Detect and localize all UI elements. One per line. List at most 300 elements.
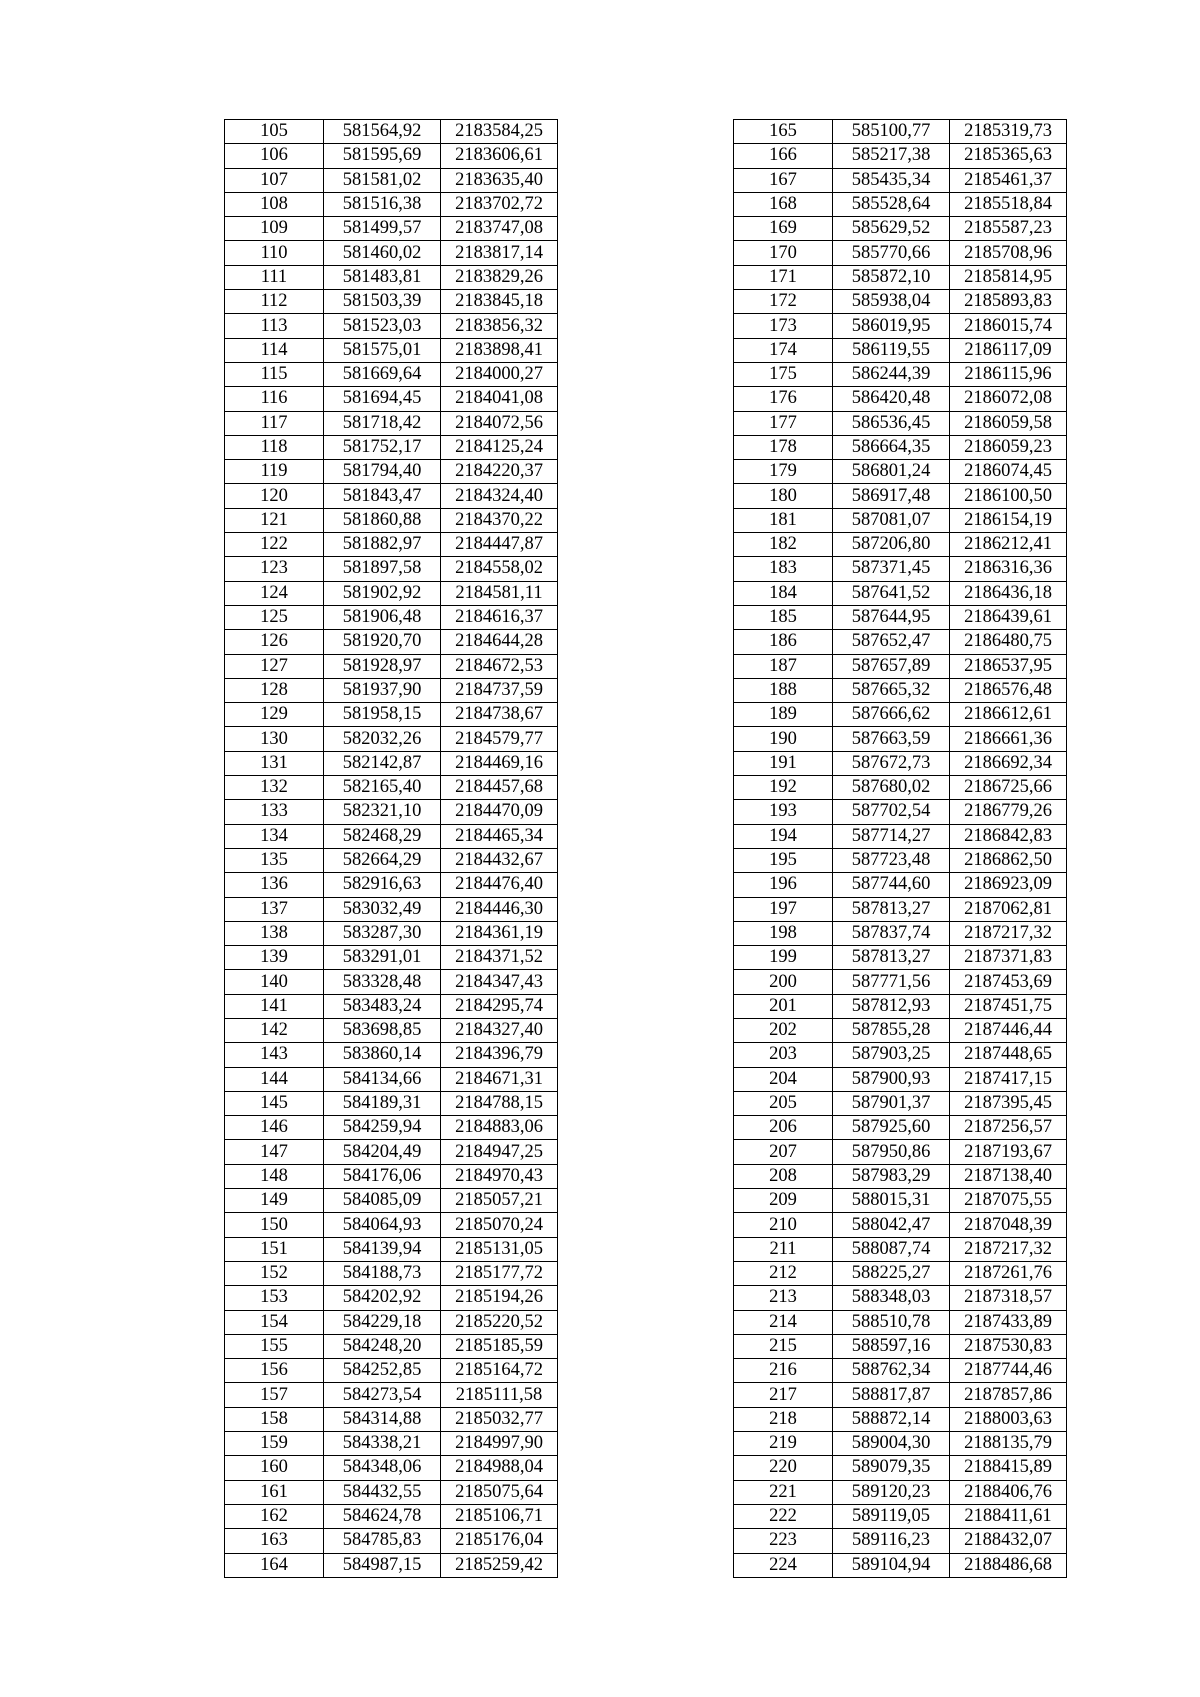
y-coordinate-cell: 2188003,63 (950, 1407, 1067, 1431)
y-coordinate-cell: 2184125,24 (441, 435, 558, 459)
x-coordinate-cell: 581920,70 (324, 630, 441, 654)
y-coordinate-cell: 2186115,96 (950, 362, 1067, 386)
x-coordinate-cell: 581882,97 (324, 533, 441, 557)
x-coordinate-cell: 587950,86 (833, 1140, 950, 1164)
y-coordinate-cell: 2185070,24 (441, 1213, 558, 1237)
x-coordinate-cell: 581669,64 (324, 362, 441, 386)
y-coordinate-cell: 2187744,46 (950, 1359, 1067, 1383)
y-coordinate-cell: 2186725,66 (950, 776, 1067, 800)
x-coordinate-cell: 587641,52 (833, 581, 950, 605)
table-row (734, 533, 1067, 557)
y-coordinate-cell: 2187451,75 (950, 994, 1067, 1018)
y-coordinate-cell: 2185518,84 (950, 192, 1067, 216)
x-coordinate-cell: 588015,31 (833, 1189, 950, 1213)
y-coordinate-cell: 2188432,07 (950, 1529, 1067, 1553)
y-coordinate-cell: 2186923,09 (950, 873, 1067, 897)
y-coordinate-cell: 2187217,32 (950, 921, 1067, 945)
point-number-cell: 139 (225, 946, 324, 970)
x-coordinate-cell: 584624,78 (324, 1504, 441, 1528)
point-number-cell: 165 (734, 120, 833, 144)
y-coordinate-cell: 2187318,57 (950, 1286, 1067, 1310)
y-coordinate-cell: 2185185,59 (441, 1334, 558, 1358)
point-number-cell: 178 (734, 435, 833, 459)
x-coordinate-cell: 586420,48 (833, 387, 950, 411)
point-number-cell: 209 (734, 1189, 833, 1213)
y-coordinate-cell: 2184470,09 (441, 800, 558, 824)
table-row (734, 897, 1067, 921)
point-number-cell: 115 (225, 362, 324, 386)
point-number-cell: 112 (225, 290, 324, 314)
y-coordinate-cell: 2185057,21 (441, 1189, 558, 1213)
x-coordinate-cell: 587983,29 (833, 1164, 950, 1188)
table-row (734, 581, 1067, 605)
table-row (225, 727, 558, 751)
point-number-cell: 169 (734, 217, 833, 241)
point-number-cell: 145 (225, 1091, 324, 1115)
point-number-cell: 133 (225, 800, 324, 824)
table-row (734, 776, 1067, 800)
y-coordinate-cell: 2184465,34 (441, 824, 558, 848)
x-coordinate-cell: 588348,03 (833, 1286, 950, 1310)
x-coordinate-cell: 584259,94 (324, 1116, 441, 1140)
y-coordinate-cell: 2186779,26 (950, 800, 1067, 824)
table-row (734, 144, 1067, 168)
point-number-cell: 152 (225, 1261, 324, 1285)
point-number-cell: 130 (225, 727, 324, 751)
point-number-cell: 211 (734, 1237, 833, 1261)
table-row (734, 168, 1067, 192)
point-number-cell: 217 (734, 1383, 833, 1407)
table-row (225, 1189, 558, 1213)
table-row (225, 120, 558, 144)
table-row (225, 678, 558, 702)
y-coordinate-cell: 2186212,41 (950, 533, 1067, 557)
y-coordinate-cell: 2184738,67 (441, 703, 558, 727)
point-number-cell: 186 (734, 630, 833, 654)
y-coordinate-cell: 2184644,28 (441, 630, 558, 654)
table-row (734, 630, 1067, 654)
x-coordinate-cell: 587663,59 (833, 727, 950, 751)
x-coordinate-cell: 581595,69 (324, 144, 441, 168)
y-coordinate-cell: 2183702,72 (441, 192, 558, 216)
point-number-cell: 161 (225, 1480, 324, 1504)
y-coordinate-cell: 2187048,39 (950, 1213, 1067, 1237)
y-coordinate-cell: 2183635,40 (441, 168, 558, 192)
y-coordinate-cell: 2186074,45 (950, 460, 1067, 484)
table-row (225, 1432, 558, 1456)
point-number-cell: 206 (734, 1116, 833, 1140)
table-row (734, 338, 1067, 362)
table-row (734, 1553, 1067, 1577)
table-row (225, 290, 558, 314)
point-number-cell: 110 (225, 241, 324, 265)
point-number-cell: 156 (225, 1359, 324, 1383)
x-coordinate-cell: 589120,23 (833, 1480, 950, 1504)
point-number-cell: 134 (225, 824, 324, 848)
point-number-cell: 215 (734, 1334, 833, 1358)
x-coordinate-cell: 584785,83 (324, 1529, 441, 1553)
x-coordinate-cell: 586019,95 (833, 314, 950, 338)
x-coordinate-cell: 581564,92 (324, 120, 441, 144)
x-coordinate-cell: 587680,02 (833, 776, 950, 800)
y-coordinate-cell: 2188415,89 (950, 1456, 1067, 1480)
table-row (734, 290, 1067, 314)
x-coordinate-cell: 584188,73 (324, 1261, 441, 1285)
table-row (734, 557, 1067, 581)
point-number-cell: 114 (225, 338, 324, 362)
y-coordinate-cell: 2184616,37 (441, 605, 558, 629)
x-coordinate-cell: 585770,66 (833, 241, 950, 265)
point-number-cell: 218 (734, 1407, 833, 1431)
x-coordinate-cell: 584134,66 (324, 1067, 441, 1091)
x-coordinate-cell: 584314,88 (324, 1407, 441, 1431)
x-coordinate-cell: 582165,40 (324, 776, 441, 800)
point-number-cell: 121 (225, 508, 324, 532)
point-number-cell: 173 (734, 314, 833, 338)
y-coordinate-cell: 2184295,74 (441, 994, 558, 1018)
table-row (734, 484, 1067, 508)
table-row (225, 1456, 558, 1480)
x-coordinate-cell: 587371,45 (833, 557, 950, 581)
point-number-cell: 197 (734, 897, 833, 921)
table-row (225, 605, 558, 629)
point-number-cell: 131 (225, 751, 324, 775)
y-coordinate-cell: 2187075,55 (950, 1189, 1067, 1213)
table-row (225, 314, 558, 338)
y-coordinate-cell: 2186576,48 (950, 678, 1067, 702)
point-number-cell: 153 (225, 1286, 324, 1310)
x-coordinate-cell: 587723,48 (833, 848, 950, 872)
x-coordinate-cell: 587813,27 (833, 946, 950, 970)
point-number-cell: 158 (225, 1407, 324, 1431)
point-number-cell: 166 (734, 144, 833, 168)
point-number-cell: 135 (225, 848, 324, 872)
x-coordinate-cell: 581483,81 (324, 265, 441, 289)
table-row (225, 533, 558, 557)
x-coordinate-cell: 587813,27 (833, 897, 950, 921)
y-coordinate-cell: 2184370,22 (441, 508, 558, 532)
table-row (225, 1504, 558, 1528)
table-row (225, 848, 558, 872)
table-row (225, 703, 558, 727)
table-row (734, 1310, 1067, 1334)
y-coordinate-cell: 2186015,74 (950, 314, 1067, 338)
table-row (225, 824, 558, 848)
y-coordinate-cell: 2185194,26 (441, 1286, 558, 1310)
point-number-cell: 216 (734, 1359, 833, 1383)
x-coordinate-cell: 584202,92 (324, 1286, 441, 1310)
point-number-cell: 118 (225, 435, 324, 459)
x-coordinate-cell: 581581,02 (324, 168, 441, 192)
x-coordinate-cell: 584432,55 (324, 1480, 441, 1504)
y-coordinate-cell: 2187062,81 (950, 897, 1067, 921)
point-number-cell: 172 (734, 290, 833, 314)
x-coordinate-cell: 586801,24 (833, 460, 950, 484)
x-coordinate-cell: 588597,16 (833, 1334, 950, 1358)
x-coordinate-cell: 581906,48 (324, 605, 441, 629)
point-number-cell: 154 (225, 1310, 324, 1334)
coordinates-table-right-body (734, 120, 1067, 1578)
table-row (734, 1529, 1067, 1553)
x-coordinate-cell: 584085,09 (324, 1189, 441, 1213)
y-coordinate-cell: 2185587,23 (950, 217, 1067, 241)
point-number-cell: 116 (225, 387, 324, 411)
x-coordinate-cell: 581694,45 (324, 387, 441, 411)
point-number-cell: 179 (734, 460, 833, 484)
x-coordinate-cell: 585217,38 (833, 144, 950, 168)
table-row (225, 1407, 558, 1431)
point-number-cell: 203 (734, 1043, 833, 1067)
y-coordinate-cell: 2188486,68 (950, 1553, 1067, 1577)
point-number-cell: 157 (225, 1383, 324, 1407)
x-coordinate-cell: 581902,92 (324, 581, 441, 605)
x-coordinate-cell: 583287,30 (324, 921, 441, 945)
y-coordinate-cell: 2184988,04 (441, 1456, 558, 1480)
table-row (225, 1091, 558, 1115)
point-number-cell: 108 (225, 192, 324, 216)
point-number-cell: 191 (734, 751, 833, 775)
point-number-cell: 200 (734, 970, 833, 994)
x-coordinate-cell: 584064,93 (324, 1213, 441, 1237)
point-number-cell: 205 (734, 1091, 833, 1115)
table-row (734, 1091, 1067, 1115)
point-number-cell: 170 (734, 241, 833, 265)
point-number-cell: 113 (225, 314, 324, 338)
point-number-cell: 162 (225, 1504, 324, 1528)
table-row (734, 217, 1067, 241)
point-number-cell: 143 (225, 1043, 324, 1067)
table-row (734, 1213, 1067, 1237)
x-coordinate-cell: 581499,57 (324, 217, 441, 241)
point-number-cell: 150 (225, 1213, 324, 1237)
table-row (225, 921, 558, 945)
x-coordinate-cell: 588042,47 (833, 1213, 950, 1237)
x-coordinate-cell: 587081,07 (833, 508, 950, 532)
y-coordinate-cell: 2184970,43 (441, 1164, 558, 1188)
table-row (734, 800, 1067, 824)
table-row (225, 168, 558, 192)
table-row (225, 1043, 558, 1067)
point-number-cell: 125 (225, 605, 324, 629)
point-number-cell: 149 (225, 1189, 324, 1213)
x-coordinate-cell: 587666,62 (833, 703, 950, 727)
x-coordinate-cell: 585528,64 (833, 192, 950, 216)
point-number-cell: 190 (734, 727, 833, 751)
table-row (734, 970, 1067, 994)
coordinates-table-right (733, 119, 1067, 1578)
table-row (734, 703, 1067, 727)
point-number-cell: 147 (225, 1140, 324, 1164)
table-row (225, 338, 558, 362)
x-coordinate-cell: 585629,52 (833, 217, 950, 241)
y-coordinate-cell: 2184469,16 (441, 751, 558, 775)
table-row (734, 1116, 1067, 1140)
y-coordinate-cell: 2186154,19 (950, 508, 1067, 532)
point-number-cell: 126 (225, 630, 324, 654)
table-row (225, 1310, 558, 1334)
y-coordinate-cell: 2186692,34 (950, 751, 1067, 775)
x-coordinate-cell: 581516,38 (324, 192, 441, 216)
y-coordinate-cell: 2183856,32 (441, 314, 558, 338)
x-coordinate-cell: 581575,01 (324, 338, 441, 362)
x-coordinate-cell: 582916,63 (324, 873, 441, 897)
x-coordinate-cell: 587702,54 (833, 800, 950, 824)
table-row (734, 460, 1067, 484)
point-number-cell: 224 (734, 1553, 833, 1577)
x-coordinate-cell: 586664,35 (833, 435, 950, 459)
point-number-cell: 127 (225, 654, 324, 678)
x-coordinate-cell: 587206,80 (833, 533, 950, 557)
x-coordinate-cell: 587644,95 (833, 605, 950, 629)
table-row (225, 1553, 558, 1577)
y-coordinate-cell: 2187530,83 (950, 1334, 1067, 1358)
y-coordinate-cell: 2188411,61 (950, 1504, 1067, 1528)
table-row (734, 241, 1067, 265)
table-row (225, 387, 558, 411)
y-coordinate-cell: 2185220,52 (441, 1310, 558, 1334)
x-coordinate-cell: 584229,18 (324, 1310, 441, 1334)
x-coordinate-cell: 589004,30 (833, 1432, 950, 1456)
table-row (734, 411, 1067, 435)
point-number-cell: 187 (734, 654, 833, 678)
point-number-cell: 181 (734, 508, 833, 532)
point-number-cell: 184 (734, 581, 833, 605)
table-row (225, 460, 558, 484)
coordinates-table-left-body (225, 120, 558, 1578)
y-coordinate-cell: 2185259,42 (441, 1553, 558, 1577)
table-row (734, 1261, 1067, 1285)
table-row (734, 727, 1067, 751)
y-coordinate-cell: 2184041,08 (441, 387, 558, 411)
x-coordinate-cell: 587744,60 (833, 873, 950, 897)
y-coordinate-cell: 2184672,53 (441, 654, 558, 678)
y-coordinate-cell: 2186661,36 (950, 727, 1067, 751)
y-coordinate-cell: 2185032,77 (441, 1407, 558, 1431)
table-row (225, 800, 558, 824)
y-coordinate-cell: 2184581,11 (441, 581, 558, 605)
table-row (734, 387, 1067, 411)
x-coordinate-cell: 583291,01 (324, 946, 441, 970)
point-number-cell: 120 (225, 484, 324, 508)
point-number-cell: 106 (225, 144, 324, 168)
y-coordinate-cell: 2185708,96 (950, 241, 1067, 265)
table-row (225, 192, 558, 216)
table-row (225, 1261, 558, 1285)
y-coordinate-cell: 2186439,61 (950, 605, 1067, 629)
table-row (225, 897, 558, 921)
table-row (225, 362, 558, 386)
table-row (734, 678, 1067, 702)
point-number-cell: 213 (734, 1286, 833, 1310)
point-number-cell: 185 (734, 605, 833, 629)
point-number-cell: 221 (734, 1480, 833, 1504)
table-row (734, 921, 1067, 945)
y-coordinate-cell: 2186537,95 (950, 654, 1067, 678)
table-row (734, 1140, 1067, 1164)
point-number-cell: 210 (734, 1213, 833, 1237)
x-coordinate-cell: 589119,05 (833, 1504, 950, 1528)
table-row (734, 1018, 1067, 1042)
y-coordinate-cell: 2184361,19 (441, 921, 558, 945)
point-number-cell: 155 (225, 1334, 324, 1358)
table-row (734, 654, 1067, 678)
point-number-cell: 222 (734, 1504, 833, 1528)
table-row (734, 994, 1067, 1018)
point-number-cell: 174 (734, 338, 833, 362)
table-row (225, 411, 558, 435)
x-coordinate-cell: 588087,74 (833, 1237, 950, 1261)
table-row (734, 824, 1067, 848)
y-coordinate-cell: 2187446,44 (950, 1018, 1067, 1042)
x-coordinate-cell: 582032,26 (324, 727, 441, 751)
point-number-cell: 167 (734, 168, 833, 192)
point-number-cell: 146 (225, 1116, 324, 1140)
table-row (734, 1456, 1067, 1480)
y-coordinate-cell: 2186059,58 (950, 411, 1067, 435)
table-row (734, 435, 1067, 459)
x-coordinate-cell: 581752,17 (324, 435, 441, 459)
y-coordinate-cell: 2186480,75 (950, 630, 1067, 654)
table-row (225, 1164, 558, 1188)
point-number-cell: 198 (734, 921, 833, 945)
point-number-cell: 207 (734, 1140, 833, 1164)
table-row (225, 484, 558, 508)
point-number-cell: 124 (225, 581, 324, 605)
y-coordinate-cell: 2184476,40 (441, 873, 558, 897)
y-coordinate-cell: 2184457,68 (441, 776, 558, 800)
x-coordinate-cell: 581460,02 (324, 241, 441, 265)
point-number-cell: 180 (734, 484, 833, 508)
point-number-cell: 208 (734, 1164, 833, 1188)
x-coordinate-cell: 587901,37 (833, 1091, 950, 1115)
y-coordinate-cell: 2183747,08 (441, 217, 558, 241)
point-number-cell: 193 (734, 800, 833, 824)
table-row (734, 1189, 1067, 1213)
x-coordinate-cell: 587855,28 (833, 1018, 950, 1042)
x-coordinate-cell: 583483,24 (324, 994, 441, 1018)
point-number-cell: 212 (734, 1261, 833, 1285)
x-coordinate-cell: 589104,94 (833, 1553, 950, 1577)
x-coordinate-cell: 589079,35 (833, 1456, 950, 1480)
point-number-cell: 136 (225, 873, 324, 897)
table-row (225, 265, 558, 289)
x-coordinate-cell: 589116,23 (833, 1529, 950, 1553)
y-coordinate-cell: 2187193,67 (950, 1140, 1067, 1164)
y-coordinate-cell: 2187448,65 (950, 1043, 1067, 1067)
table-row (734, 751, 1067, 775)
x-coordinate-cell: 587657,89 (833, 654, 950, 678)
table-row (225, 144, 558, 168)
y-coordinate-cell: 2185814,95 (950, 265, 1067, 289)
x-coordinate-cell: 584139,94 (324, 1237, 441, 1261)
y-coordinate-cell: 2185075,64 (441, 1480, 558, 1504)
point-number-cell: 194 (734, 824, 833, 848)
x-coordinate-cell: 585938,04 (833, 290, 950, 314)
table-row (734, 1359, 1067, 1383)
table-row (225, 970, 558, 994)
table-row (734, 946, 1067, 970)
table-row (225, 1480, 558, 1504)
x-coordinate-cell: 587812,93 (833, 994, 950, 1018)
y-coordinate-cell: 2185106,71 (441, 1504, 558, 1528)
table-row (225, 557, 558, 581)
y-coordinate-cell: 2187433,89 (950, 1310, 1067, 1334)
y-coordinate-cell: 2184347,43 (441, 970, 558, 994)
y-coordinate-cell: 2184446,30 (441, 897, 558, 921)
x-coordinate-cell: 588225,27 (833, 1261, 950, 1285)
y-coordinate-cell: 2187371,83 (950, 946, 1067, 970)
x-coordinate-cell: 581897,58 (324, 557, 441, 581)
